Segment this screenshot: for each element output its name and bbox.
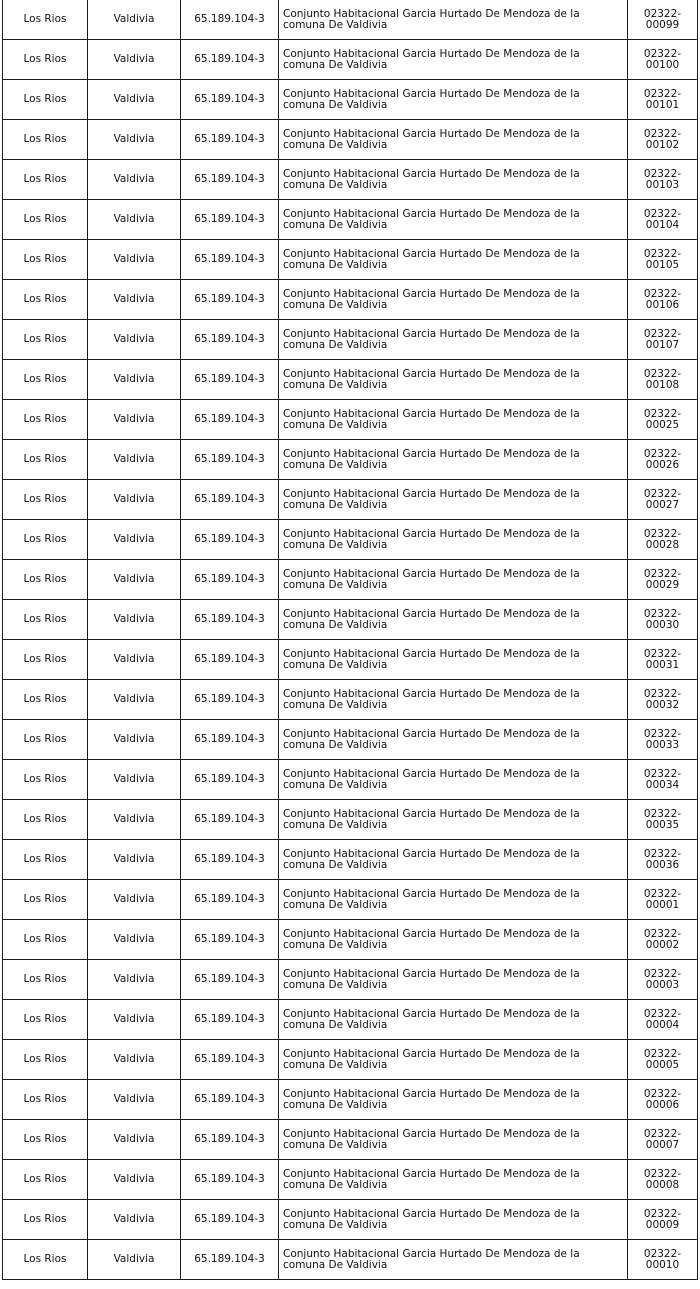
rut-cell: 65.189.104-3: [181, 1080, 279, 1120]
comuna-cell: Valdivia: [88, 400, 181, 440]
table-row: [3, 360, 698, 400]
project-name-cell: Conjunto Habitacional Garcia Hurtado De Mendoza de la comuna De Valdivia: [279, 800, 628, 840]
code-cell: 02322-00009: [628, 1200, 698, 1240]
rut-cell: 65.189.104-3: [181, 640, 279, 680]
comuna-cell: Valdivia: [88, 40, 181, 80]
table-row: [3, 520, 698, 560]
project-name-cell: Conjunto Habitacional Garcia Hurtado De Mendoza de la comuna De Valdivia: [279, 160, 628, 200]
region-cell: Los Rios: [3, 400, 88, 440]
region-cell: Los Rios: [3, 240, 88, 280]
table-row: [3, 720, 698, 760]
comuna-cell: Valdivia: [88, 1000, 181, 1040]
region-cell: Los Rios: [3, 1040, 88, 1080]
region-cell: Los Rios: [3, 320, 88, 360]
rut-cell: 65.189.104-3: [181, 520, 279, 560]
comuna-cell: Valdivia: [88, 320, 181, 360]
comuna-cell: Valdivia: [88, 640, 181, 680]
table-row: [3, 760, 698, 800]
code-cell: 02322-00005: [628, 1040, 698, 1080]
project-name-cell: Conjunto Habitacional Garcia Hurtado De Mendoza de la comuna De Valdivia: [279, 880, 628, 920]
comuna-cell: Valdivia: [88, 0, 181, 40]
table-row: [3, 320, 698, 360]
region-cell: Los Rios: [3, 1080, 88, 1120]
region-cell: Los Rios: [3, 640, 88, 680]
table-row: [3, 40, 698, 80]
project-name-cell: Conjunto Habitacional Garcia Hurtado De Mendoza de la comuna De Valdivia: [279, 720, 628, 760]
comuna-cell: Valdivia: [88, 80, 181, 120]
code-cell: 02322-00102: [628, 120, 698, 160]
code-cell: 02322-00007: [628, 1120, 698, 1160]
project-name-cell: Conjunto Habitacional Garcia Hurtado De Mendoza de la comuna De Valdivia: [279, 40, 628, 80]
region-cell: Los Rios: [3, 1000, 88, 1040]
comuna-cell: Valdivia: [88, 560, 181, 600]
rut-cell: 65.189.104-3: [181, 280, 279, 320]
project-name-cell: Conjunto Habitacional Garcia Hurtado De Mendoza de la comuna De Valdivia: [279, 1040, 628, 1080]
region-cell: Los Rios: [3, 960, 88, 1000]
table-row: [3, 1000, 698, 1040]
project-name-cell: Conjunto Habitacional Garcia Hurtado De Mendoza de la comuna De Valdivia: [279, 1240, 628, 1280]
table-row: [3, 480, 698, 520]
region-cell: Los Rios: [3, 80, 88, 120]
rut-cell: 65.189.104-3: [181, 1160, 279, 1200]
code-cell: 02322-00028: [628, 520, 698, 560]
table-row: [3, 640, 698, 680]
code-cell: 02322-00106: [628, 280, 698, 320]
comuna-cell: Valdivia: [88, 600, 181, 640]
table-row: [3, 1080, 698, 1120]
rut-cell: 65.189.104-3: [181, 80, 279, 120]
region-cell: Los Rios: [3, 440, 88, 480]
comuna-cell: Valdivia: [88, 240, 181, 280]
comuna-cell: Valdivia: [88, 520, 181, 560]
project-name-cell: Conjunto Habitacional Garcia Hurtado De Mendoza de la comuna De Valdivia: [279, 320, 628, 360]
code-cell: 02322-00001: [628, 880, 698, 920]
rut-cell: 65.189.104-3: [181, 680, 279, 720]
table-row: [3, 1040, 698, 1080]
code-cell: 02322-00036: [628, 840, 698, 880]
project-name-cell: Conjunto Habitacional Garcia Hurtado De Mendoza de la comuna De Valdivia: [279, 520, 628, 560]
table-row: [3, 240, 698, 280]
rut-cell: 65.189.104-3: [181, 880, 279, 920]
comuna-cell: Valdivia: [88, 480, 181, 520]
code-cell: 02322-00107: [628, 320, 698, 360]
project-name-cell: Conjunto Habitacional Garcia Hurtado De Mendoza de la comuna De Valdivia: [279, 0, 628, 40]
rut-cell: 65.189.104-3: [181, 320, 279, 360]
rut-cell: 65.189.104-3: [181, 600, 279, 640]
project-name-cell: Conjunto Habitacional Garcia Hurtado De Mendoza de la comuna De Valdivia: [279, 200, 628, 240]
rut-cell: 65.189.104-3: [181, 1120, 279, 1160]
records-table: [2, 0, 698, 1280]
region-cell: Los Rios: [3, 1120, 88, 1160]
rut-cell: 65.189.104-3: [181, 1040, 279, 1080]
rut-cell: 65.189.104-3: [181, 760, 279, 800]
code-cell: 02322-00033: [628, 720, 698, 760]
project-name-cell: Conjunto Habitacional Garcia Hurtado De Mendoza de la comuna De Valdivia: [279, 440, 628, 480]
table-row: [3, 440, 698, 480]
region-cell: Los Rios: [3, 760, 88, 800]
table-row: [3, 680, 698, 720]
code-cell: 02322-00027: [628, 480, 698, 520]
rut-cell: 65.189.104-3: [181, 120, 279, 160]
code-cell: 02322-00030: [628, 600, 698, 640]
rut-cell: 65.189.104-3: [181, 40, 279, 80]
region-cell: Los Rios: [3, 840, 88, 880]
code-cell: 02322-00008: [628, 1160, 698, 1200]
region-cell: Los Rios: [3, 680, 88, 720]
comuna-cell: Valdivia: [88, 200, 181, 240]
table-row: [3, 1160, 698, 1200]
region-cell: Los Rios: [3, 600, 88, 640]
code-cell: 02322-00031: [628, 640, 698, 680]
region-cell: Los Rios: [3, 520, 88, 560]
rut-cell: 65.189.104-3: [181, 1200, 279, 1240]
code-cell: 02322-00025: [628, 400, 698, 440]
comuna-cell: Valdivia: [88, 440, 181, 480]
comuna-cell: Valdivia: [88, 960, 181, 1000]
region-cell: Los Rios: [3, 920, 88, 960]
project-name-cell: Conjunto Habitacional Garcia Hurtado De Mendoza de la comuna De Valdivia: [279, 240, 628, 280]
rut-cell: 65.189.104-3: [181, 440, 279, 480]
comuna-cell: Valdivia: [88, 720, 181, 760]
region-cell: Los Rios: [3, 40, 88, 80]
table-row: [3, 880, 698, 920]
table-row: [3, 1200, 698, 1240]
region-cell: Los Rios: [3, 1240, 88, 1280]
comuna-cell: Valdivia: [88, 120, 181, 160]
rut-cell: 65.189.104-3: [181, 360, 279, 400]
code-cell: 02322-00026: [628, 440, 698, 480]
table-row: [3, 1240, 698, 1280]
project-name-cell: Conjunto Habitacional Garcia Hurtado De Mendoza de la comuna De Valdivia: [279, 1200, 628, 1240]
rut-cell: 65.189.104-3: [181, 160, 279, 200]
table-row: [3, 200, 698, 240]
region-cell: Los Rios: [3, 560, 88, 600]
region-cell: Los Rios: [3, 360, 88, 400]
comuna-cell: Valdivia: [88, 1240, 181, 1280]
code-cell: 02322-00034: [628, 760, 698, 800]
code-cell: 02322-00103: [628, 160, 698, 200]
project-name-cell: Conjunto Habitacional Garcia Hurtado De Mendoza de la comuna De Valdivia: [279, 1120, 628, 1160]
region-cell: Los Rios: [3, 160, 88, 200]
region-cell: Los Rios: [3, 1160, 88, 1200]
comuna-cell: Valdivia: [88, 1120, 181, 1160]
project-name-cell: Conjunto Habitacional Garcia Hurtado De Mendoza de la comuna De Valdivia: [279, 280, 628, 320]
project-name-cell: Conjunto Habitacional Garcia Hurtado De Mendoza de la comuna De Valdivia: [279, 120, 628, 160]
region-cell: Los Rios: [3, 480, 88, 520]
project-name-cell: Conjunto Habitacional Garcia Hurtado De Mendoza de la comuna De Valdivia: [279, 1000, 628, 1040]
code-cell: 02322-00004: [628, 1000, 698, 1040]
comuna-cell: Valdivia: [88, 880, 181, 920]
code-cell: 02322-00100: [628, 40, 698, 80]
region-cell: Los Rios: [3, 200, 88, 240]
comuna-cell: Valdivia: [88, 800, 181, 840]
table-row: [3, 0, 698, 40]
project-name-cell: Conjunto Habitacional Garcia Hurtado De Mendoza de la comuna De Valdivia: [279, 560, 628, 600]
comuna-cell: Valdivia: [88, 280, 181, 320]
comuna-cell: Valdivia: [88, 360, 181, 400]
records-table-body: [3, 0, 698, 1280]
code-cell: 02322-00032: [628, 680, 698, 720]
region-cell: Los Rios: [3, 120, 88, 160]
code-cell: 02322-00104: [628, 200, 698, 240]
project-name-cell: Conjunto Habitacional Garcia Hurtado De Mendoza de la comuna De Valdivia: [279, 600, 628, 640]
table-row: [3, 1120, 698, 1160]
table-row: [3, 160, 698, 200]
comuna-cell: Valdivia: [88, 1080, 181, 1120]
project-name-cell: Conjunto Habitacional Garcia Hurtado De Mendoza de la comuna De Valdivia: [279, 360, 628, 400]
rut-cell: 65.189.104-3: [181, 0, 279, 40]
comuna-cell: Valdivia: [88, 1200, 181, 1240]
project-name-cell: Conjunto Habitacional Garcia Hurtado De Mendoza de la comuna De Valdivia: [279, 840, 628, 880]
code-cell: 02322-00101: [628, 80, 698, 120]
project-name-cell: Conjunto Habitacional Garcia Hurtado De Mendoza de la comuna De Valdivia: [279, 640, 628, 680]
region-cell: Los Rios: [3, 1200, 88, 1240]
region-cell: Los Rios: [3, 0, 88, 40]
code-cell: 02322-00003: [628, 960, 698, 1000]
comuna-cell: Valdivia: [88, 680, 181, 720]
rut-cell: 65.189.104-3: [181, 720, 279, 760]
project-name-cell: Conjunto Habitacional Garcia Hurtado De Mendoza de la comuna De Valdivia: [279, 1080, 628, 1120]
code-cell: 02322-00099: [628, 0, 698, 40]
table-row: [3, 960, 698, 1000]
code-cell: 02322-00029: [628, 560, 698, 600]
project-name-cell: Conjunto Habitacional Garcia Hurtado De Mendoza de la comuna De Valdivia: [279, 680, 628, 720]
region-cell: Los Rios: [3, 720, 88, 760]
table-row: [3, 800, 698, 840]
rut-cell: 65.189.104-3: [181, 560, 279, 600]
table-row: [3, 840, 698, 880]
code-cell: 02322-00002: [628, 920, 698, 960]
table-row: [3, 600, 698, 640]
code-cell: 02322-00006: [628, 1080, 698, 1120]
region-cell: Los Rios: [3, 280, 88, 320]
rut-cell: 65.189.104-3: [181, 400, 279, 440]
code-cell: 02322-00108: [628, 360, 698, 400]
comuna-cell: Valdivia: [88, 840, 181, 880]
comuna-cell: Valdivia: [88, 1160, 181, 1200]
rut-cell: 65.189.104-3: [181, 1000, 279, 1040]
comuna-cell: Valdivia: [88, 160, 181, 200]
region-cell: Los Rios: [3, 800, 88, 840]
project-name-cell: Conjunto Habitacional Garcia Hurtado De Mendoza de la comuna De Valdivia: [279, 80, 628, 120]
table-row: [3, 920, 698, 960]
table-row: [3, 80, 698, 120]
project-name-cell: Conjunto Habitacional Garcia Hurtado De Mendoza de la comuna De Valdivia: [279, 1160, 628, 1200]
project-name-cell: Conjunto Habitacional Garcia Hurtado De Mendoza de la comuna De Valdivia: [279, 480, 628, 520]
rut-cell: 65.189.104-3: [181, 800, 279, 840]
rut-cell: 65.189.104-3: [181, 840, 279, 880]
project-name-cell: Conjunto Habitacional Garcia Hurtado De Mendoza de la comuna De Valdivia: [279, 760, 628, 800]
project-name-cell: Conjunto Habitacional Garcia Hurtado De Mendoza de la comuna De Valdivia: [279, 920, 628, 960]
rut-cell: 65.189.104-3: [181, 480, 279, 520]
rut-cell: 65.189.104-3: [181, 200, 279, 240]
rut-cell: 65.189.104-3: [181, 920, 279, 960]
region-cell: Los Rios: [3, 880, 88, 920]
rut-cell: 65.189.104-3: [181, 1240, 279, 1280]
rut-cell: 65.189.104-3: [181, 240, 279, 280]
comuna-cell: Valdivia: [88, 760, 181, 800]
table-row: [3, 400, 698, 440]
code-cell: 02322-00035: [628, 800, 698, 840]
comuna-cell: Valdivia: [88, 1040, 181, 1080]
code-cell: 02322-00010: [628, 1240, 698, 1280]
project-name-cell: Conjunto Habitacional Garcia Hurtado De Mendoza de la comuna De Valdivia: [279, 960, 628, 1000]
code-cell: 02322-00105: [628, 240, 698, 280]
table-row: [3, 280, 698, 320]
rut-cell: 65.189.104-3: [181, 960, 279, 1000]
comuna-cell: Valdivia: [88, 920, 181, 960]
project-name-cell: Conjunto Habitacional Garcia Hurtado De Mendoza de la comuna De Valdivia: [279, 400, 628, 440]
table-row: [3, 120, 698, 160]
table-row: [3, 560, 698, 600]
